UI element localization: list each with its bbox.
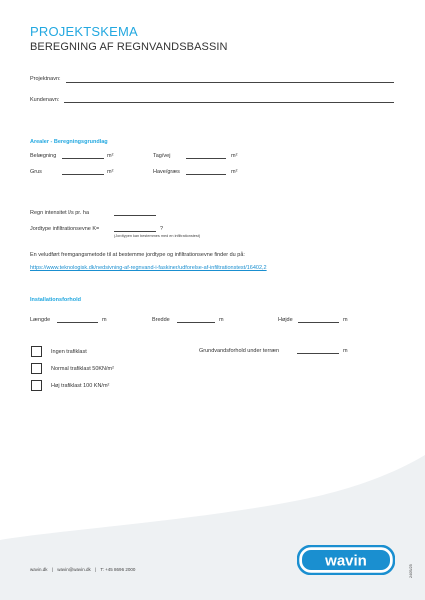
paving-label: Belægning <box>30 153 57 159</box>
paving-unit: m² <box>107 153 114 159</box>
customer-name-label: Kundenavn: <box>30 97 60 103</box>
gravel-unit: m² <box>107 169 114 175</box>
length-field[interactable] <box>57 322 98 323</box>
soil-note: (Jordtypen kan bestemmes med en infiltrationstest) <box>114 234 201 238</box>
page-title: PROJEKTSKEMA <box>30 24 138 39</box>
width-field[interactable] <box>177 322 215 323</box>
length-unit: m <box>102 317 107 323</box>
groundwater-field[interactable] <box>297 353 339 354</box>
height-unit: m <box>343 317 348 323</box>
height-field[interactable] <box>298 322 339 323</box>
wavin-logo <box>297 545 395 575</box>
footer-email[interactable]: wavin@wavin.dk <box>57 567 91 572</box>
no-traffic-checkbox[interactable] <box>31 346 42 357</box>
footer-phone: T: +45 8696 2000 <box>100 567 136 572</box>
width-unit: m <box>219 317 224 323</box>
installation-heading: Installationsforhold <box>30 297 82 303</box>
height-label: Højde <box>278 317 293 323</box>
infiltration-test-link[interactable]: https://www.teknologisk.dk/nedsivning-af-regnvand-i-faskiner/udforelse-af-infiltrationstest/16402,2 <box>30 265 267 271</box>
soil-type-field[interactable] <box>114 231 156 232</box>
gravel-field[interactable] <box>62 174 104 175</box>
document-number: 2405/25 <box>409 564 413 578</box>
footer-contact: wavin.dk | wavin@wavin.dk | T: +45 8696 2000 <box>30 567 136 572</box>
width-label: Bredde <box>152 317 170 323</box>
high-traffic-label: Høj trafiklast 100 KN/m² <box>51 383 110 389</box>
wavin-logo-text: wavin <box>325 552 367 570</box>
roof-field[interactable] <box>186 158 226 159</box>
roof-label: Tag/vej <box>153 153 171 159</box>
page-subtitle: BEREGNING AF REGNVANDSBASSIN <box>30 41 228 53</box>
garden-field[interactable] <box>186 174 226 175</box>
rain-intensity-label: Regn intensitet l/s pr. ha <box>30 210 90 216</box>
garden-unit: m² <box>231 169 238 175</box>
groundwater-label: Grundvandsforhold under terræn <box>199 348 280 354</box>
gravel-label: Grus <box>30 169 42 175</box>
length-label: Længde <box>30 317 51 323</box>
normal-traffic-checkbox[interactable] <box>31 363 42 374</box>
soil-type-label: Jordtype infiltrationsevne K= <box>30 226 100 232</box>
soil-unit: ? <box>160 226 164 232</box>
paving-field[interactable] <box>62 158 104 159</box>
project-name-field[interactable] <box>66 82 394 83</box>
groundwater-unit: m <box>343 348 348 354</box>
footer-web[interactable]: wavin.dk <box>30 567 48 572</box>
roof-unit: m² <box>231 153 238 159</box>
normal-traffic-label: Normal trafiklast 50KN/m² <box>51 366 114 372</box>
no-traffic-label: Ingen trafiklast <box>51 349 87 355</box>
method-text: En veludført fremgangsmetode til at bestemme jordtype og infiltrationsevne finder du på: <box>30 252 245 258</box>
areas-heading: Arealer - Beregningsgrundlag <box>30 139 108 145</box>
project-name-label: Projektnavn: <box>30 76 61 82</box>
high-traffic-checkbox[interactable] <box>31 380 42 391</box>
customer-name-field[interactable] <box>64 102 394 103</box>
garden-label: Have/græs <box>153 169 180 175</box>
rain-intensity-field[interactable] <box>114 215 156 216</box>
